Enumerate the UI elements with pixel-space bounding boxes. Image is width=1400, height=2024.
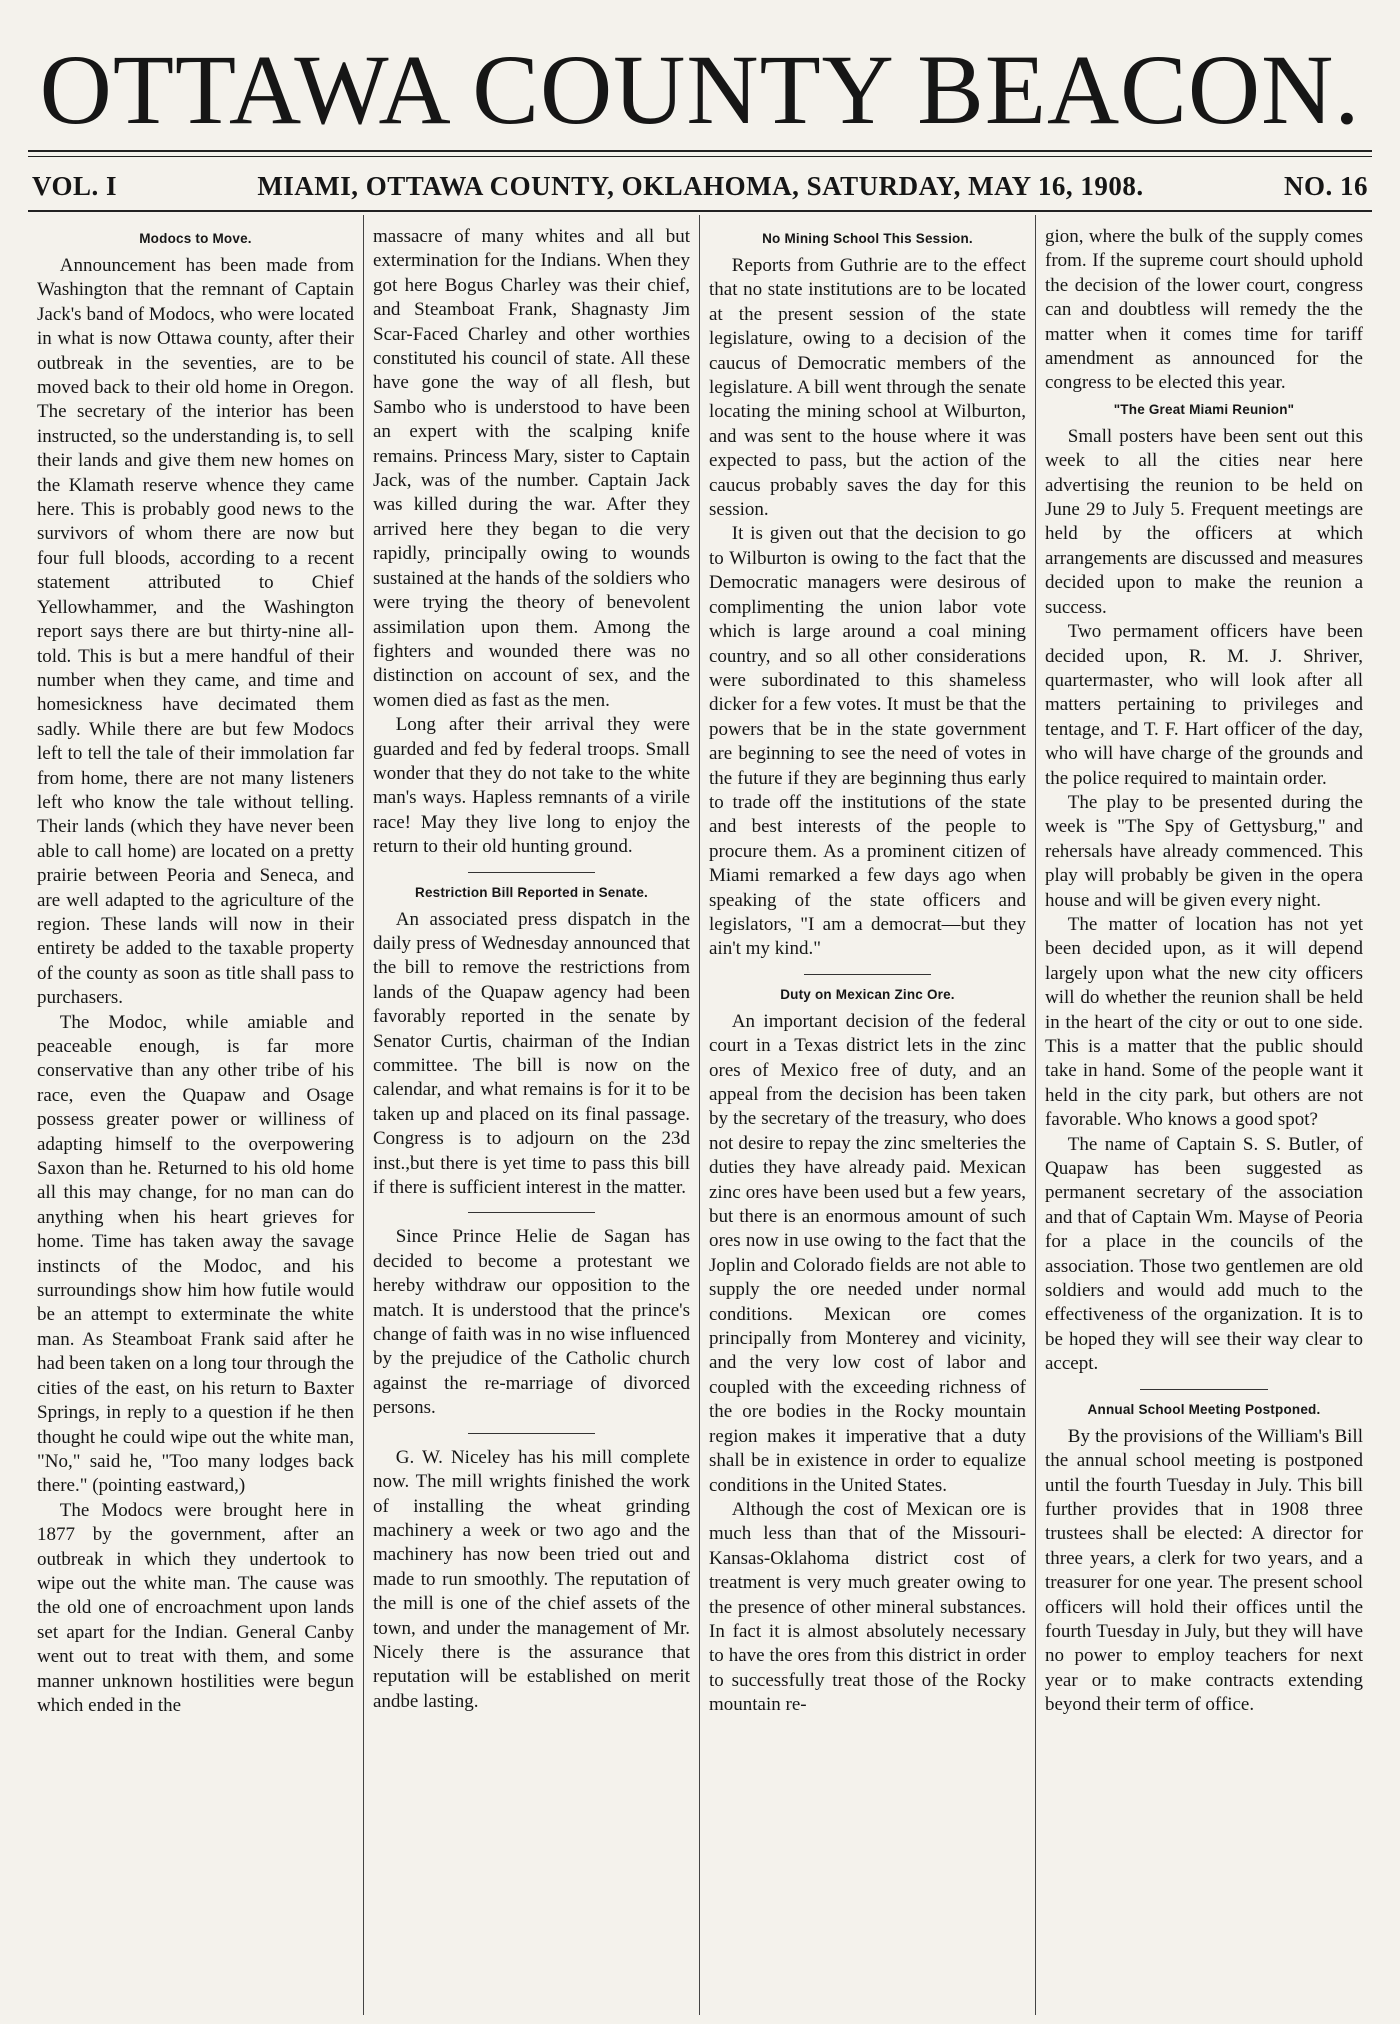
- article-paragraph: The play to be presented during the week is "The Spy of Gettysburg," and rehersals have already commenced. This play will probably be given in the opera house and will be given every night.: [1045, 791, 1363, 911]
- column-1: [28, 215, 364, 2015]
- column-4: [1036, 215, 1372, 2015]
- article-paragraph: The name of Captain S. S. Butler, of Quapaw has been suggested as permanent secretary of the association and that of Captain Wm. Mayse of Peoria for a place in the councils of the association. Those two gentlemen are old soldiers and would add much to the effectiveness of the organization. It is to be hoped they will see their way clear to accept.: [1045, 1133, 1363, 1375]
- article-paragraph: gion, where the bulk of the supply comes from. If the supreme court should uphold the decision of the lower court, congress can and doubtless will remedy the the matter when it comes time for tariff amendment as announced for the congress to be elected this year.: [1045, 226, 1363, 394]
- headline-miami-reunion: "The Great Miami Reunion": [1113, 401, 1295, 417]
- masthead-title: OTTAWA COUNTY BEACON.: [39, 34, 1361, 145]
- article-paragraph: G. W. Niceley has his mill complete now. The mill wrights finished the work of installing the wheat grinding machinery a week or two ago and the machinery has now been tried out and made to run smoothly. The reputation of the mill is one of the chief assets of the town, and under the management of Mr. Nicely there is the assurance that reputation will be established on merit andbe lasting.: [373, 1446, 690, 1712]
- article-paragraph: An important decision of the federal court in a Texas district lets in the zinc ores of Mexico free of duty, and an appeal from the decision has been taken by the secretary of the treasury, who does not desire to repay the zinc smelteries the duties they have already paid. Mexican zinc ores have been used but a few years, but there is an enormous amount of such ores now in use owing to the fact that the Joplin and Colorado fields are not able to supply the ore needed under normal conditions. Mexican ore comes principally from Monterey and vicinity, and the very low cost of labor and coupled with the exceeding richness of the ore bodies in the Rocky mountain region makes it imperative that a duty shall be in existence in order to equalize conditions in the United States.: [709, 1010, 1026, 1496]
- article-paragraph: The Modocs were brought here in 1877 by the government, after an outbreak in which they undertook to wipe out the white man. The cause was the old one of encroachment upon lands set apart for the Indian. General Canby went out to treat with them, and some manner unknown hostilities were begun which ended in the: [37, 1499, 354, 1716]
- column-divider: [468, 1433, 595, 1434]
- column-divider: [468, 872, 595, 873]
- article-columns: [28, 215, 1372, 2015]
- issue-number: NO. 16: [1284, 171, 1368, 201]
- column-divider: [804, 974, 931, 975]
- headline-mining-school: No Mining School This Session.: [762, 231, 973, 246]
- headline-restriction-bill: Restriction Bill Reported in Senate.: [415, 884, 648, 900]
- article-paragraph: Long after their arrival they were guarded and fed by federal troops. Small wonder that they do not take to the white man's ways. Hapless remnants of a virile race! May they live long to enjoy the return to their old hunting ground.: [373, 714, 690, 858]
- volume-label: VOL. I: [32, 171, 117, 201]
- article-paragraph: Reports from Guthrie are to the effect that no state institutions are to be located at the present session of the state legislature, owing to a decision of the caucus of Democratic members of the legislature. A bill went through the senate locating the mining school at Wilburton, and was sent to the house where it was expected to pass, but the action of the caucus probably saves the day for this session.: [709, 255, 1026, 521]
- article-paragraph: Two permament officers have been decided upon, R. M. J. Shriver, quartermaster, who will look after all matters pertaining to privileges and tentage, and T. F. Hart officer of the day, who will have charge of the grounds and the police required to maintain order.: [1045, 621, 1363, 789]
- headline-school-meeting: Annual School Meeting Postponed.: [1087, 1401, 1321, 1417]
- article-paragraph: Since Prince Helie de Sagan has decided to become a protestant we hereby withdraw our opposition to the match. It is understood that the prince's change of faith was in no wise influenced by the prejudice of the Catholic church against the re-marriage of divorced persons.: [373, 1226, 690, 1419]
- place-date: MIAMI, OTTAWA COUNTY, OKLAHOMA, SATURDAY, MAY 16, 1908.: [257, 171, 1144, 201]
- column-divider: [468, 1212, 595, 1213]
- article-paragraph: The Modoc, while amiable and peaceable enough, is far more conservative than any other tribe of his race, even the Quapaw and Osage possess greater power or williness of adapting himself to the overpowering Saxon than he. Returned to his old home all this may change, for no man can do anything when his heart grieves for home. Time has taken away the savage instincts of the Modoc, and his surroundings show him how futile would be an attempt to exterminate the white man. As Steamboat Frank said after he had been taken on a long tour through the cities of the east, on his return to Baxter Springs, in reply to a question if he then thought he could wipe out the white man, "No," said he, "Too many lodges back there." (pointing eastward,): [37, 1011, 354, 1497]
- column-divider: [1140, 1389, 1267, 1390]
- article-paragraph: An associated press dispatch in the daily press of Wednesday announced that the bill to remove the restrictions from lands of the Quapaw agency had been favorably reported in the senate by Senator Curtis, chairman of the Indian committee. The bill is now on the calendar, and what remains is for it to be taken up and placed on its final passage. Congress is to adjourn on the 23d inst.,but there is yet time to pass this bill if there is sufficient interest in the matter.: [373, 908, 690, 1199]
- article-paragraph: It is given out that the decision to go to Wilburton is owing to the fact that the Democratic managers were desirous of complimenting the union labor vote which is large around a coal mining country, and so all other considerations were subordinated to this shameless dicker for a few votes. It must be that the powers that be in the state government are beginning to see the need of votes in the future if they are beginning thus early to trade off the institutions of the state and best interests of the people to procure them. As a prominent citizen of Miami remarked a few days ago when speaking of the state officers and legislators, "I am a democrat—but they ain't my kind.": [709, 523, 1026, 960]
- dateline: [28, 157, 1372, 210]
- headline-zinc-ore: Duty on Mexican Zinc Ore.: [780, 986, 955, 1002]
- article-paragraph: The matter of location has not yet been decided upon, as it will depend largely upon what the new city officers will do whether the reunion shall be held in the heart of the city or out to one side. This is a matter that the public should take in hand. Some of the people want it held in the city park, but others are not favorable. Who knows a good spot?: [1045, 913, 1363, 1131]
- column-2: [364, 215, 700, 2015]
- article-paragraph: Announcement has been made from Washington that the remnant of Captain Jack's band of Modocs, who were located in what is now Ottawa county, after their outbreak in the seventies, are to be moved back to their old home in Oregon. The secretary of the interior has been instructed, so the understanding is, to sell their lands and give them new homes on the Klamath reserve whence they came here. This is probably good news to the survivors of whom there are now but four full bloods, according to a recent statement attributed to Chief Yellowhammer, and the Washington report says there are but thirty-nine all-told. This is but a mere handful of their number when they came, and time and homesickness have decimated them sadly. While there are but few Modocs left to tell the tale of their immolation far from home, there are not many listeners left who know the tale without telling. Their lands (which they have never been able to call home) are located on a pretty prairie between Peoria and Seneca, and are well adapted to the agriculture of the region. These lands will now in their entirety be added to the taxable property of the county as soon as title shall pass to purchasers.: [37, 255, 354, 1009]
- article-paragraph: Small posters have been sent out this week to all the cities near here advertising the reunion to be held on June 29 to July 5. Frequent meetings are held by the officers at which arrangements are discussed and measures decided upon to make the reunion a success.: [1045, 425, 1363, 618]
- article-paragraph: Although the cost of Mexican ore is much less than that of the Missouri-Kansas-Oklahoma district cost of treatment is very much greater owing to the presence of other mineral substances. In fact it is almost absolutely necessary to have the ores from this district in order to successfully treat those of the Rocky mountain re-: [709, 1498, 1026, 1716]
- article-paragraph: By the provisions of the William's Bill the annual school meeting is postponed until the fourth Tuesday in July. This bill further provides that in 1908 three trustees shall be elected: A director for three years, a clerk for two years, and a treasurer for one year. The present school officers will hold their offices until the fourth Tuesday in July, but they will have no power to employ teachers for next year or to make contracts extending beyond their term of office.: [1045, 1425, 1363, 1716]
- article-paragraph: massacre of many whites and all but extermination for the Indians. When they got here Bogus Charley was their chief, and Steamboat Frank, Shagnasty Jim Scar-Faced Charley and other worthies constituted his council of state. All these have gone the way of all flesh, but Sambo who is understood to have been an expert with the scalping knife remains. Princess Mary, sister to Captain Jack, was of the number. Captain Jack was killed during the war. After they arrived here they began to die very rapidly, principally owing to wounds sustained at the hands of the soldiers who were trying the theory of benevolent assimilation upon them. Among the fighters and wounded there was no distinction on account of sex, and the women died as fast as the men.: [373, 226, 690, 711]
- headline-modocs: Modocs to Move.: [139, 231, 252, 246]
- column-3: [700, 215, 1036, 2015]
- dateline-rule: [28, 210, 1372, 212]
- masthead-rule: [28, 150, 1372, 157]
